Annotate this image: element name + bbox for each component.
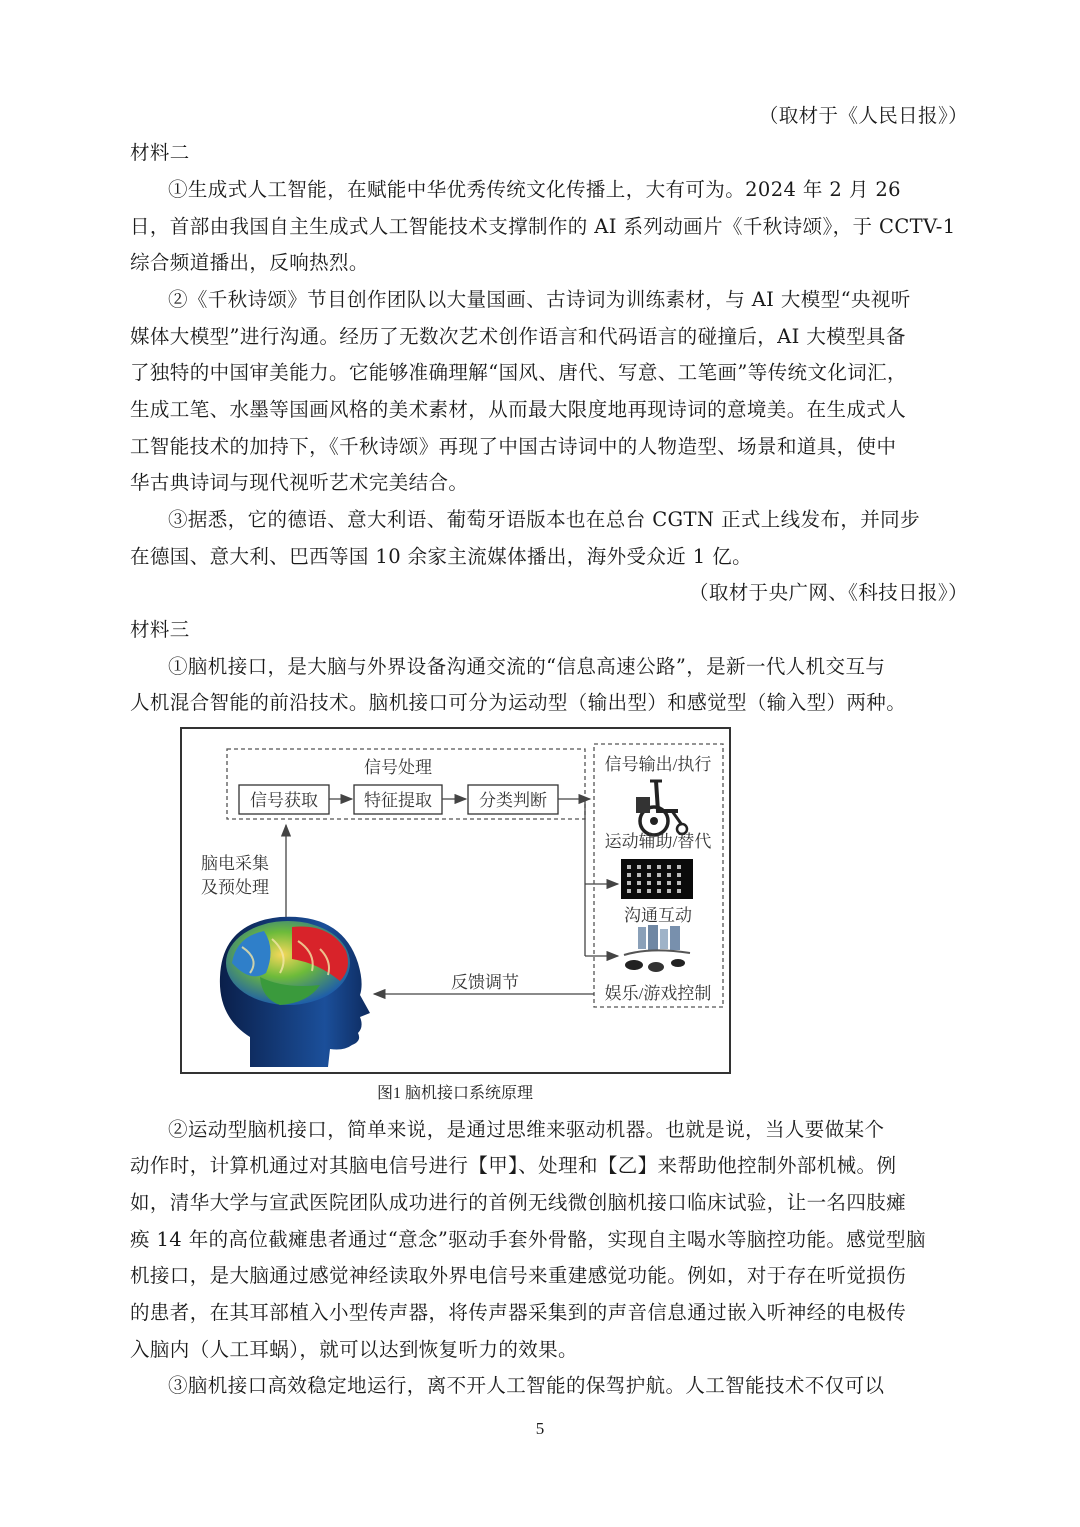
material-2-line: 日，首部由我国自主生成式人工智能技术支撑制作的 AI 系列动画片《千秋诗颂》，于 CCTV-1 [130,215,956,238]
material-3-line: 动作时，计算机通过对其脑电信号进行【甲】、处理和【乙】来帮助他控制外部机械。例 [130,1154,897,1177]
material-2-line: 工智能技术的加持下，《千秋诗颂》再现了中国古诗词中的人物造型、场景和道具，使中 [130,435,897,458]
material-2-line: ①生成式人工智能，在赋能中华优秀传统文化传播上，大有可为。2024 年 2 月 26 [168,178,901,201]
source-cnr-sciencedaily: （取材于央广网、《科技日报》） [688,581,968,604]
material-2-line: 在德国、意大利、巴西等国 10 余家主流媒体播出，海外受众近 1 亿。 [130,545,753,568]
feedback-label: 反馈调节 [451,973,519,992]
eeg-label-line2: 及预处理 [201,878,269,897]
material-2-line: 了独特的中国审美能力。它能够准确理解“国风、唐代、写意、工笔画”等传统文化词汇， [130,361,907,384]
material-2-title: 材料二 [130,141,190,164]
material-3-line: 机接口，是大脑通过感觉神经读取外界电信号来重建感觉功能。例如，对于存在听觉损伤 [130,1264,907,1287]
page-number: 5 [535,1419,545,1438]
source-people-daily: （取材于《人民日报》） [758,104,968,127]
eeg-label-line1: 脑电采集 [201,854,269,873]
out-communication-label: 沟通互动 [624,906,692,925]
material-3-line: 痪 14 年的高位截瘫患者通过“意念”驱动手套外骨骼，实现自主喝水等脑控功能。感觉型脑 [130,1228,926,1251]
material-2-line: ③据悉，它的德语、意大利语、葡萄牙语版本也在总台 CGTN 正式上线发布，并同步 [168,508,920,531]
material-3-line: 入脑内（人工耳蜗），就可以达到恢复听力的效果。 [130,1338,578,1361]
output-title: 信号输出/执行 [604,755,712,774]
material-3-line: 如，清华大学与宣武医院团队成功进行的首例无线微创脑机接口临床试验，让一名四肢瘫 [130,1191,907,1214]
material-3-line: 的患者，在其耳部植入小型传声器，将传声器采集到的声音信息通过嵌入听神经的电极传 [130,1301,907,1324]
material-3-line: ②运动型脑机接口，简单来说，是通过思维来驱动机器。也就是说，当人要做某个 [168,1118,885,1141]
signal-processing-label: 信号处理 [364,758,432,777]
figure-caption: 图1 脑机接口系统原理 [376,1085,533,1102]
material-3-title: 材料三 [130,618,190,641]
out-entertainment-label: 娱乐/游戏控制 [604,984,712,1003]
step-signal-acquisition-label: 信号获取 [250,791,318,810]
step-classification-label: 分类判断 [479,791,547,810]
material-3-line: ③脑机接口高效稳定地运行，离不开人工智能的保驾护航。人工智能技术不仅可以 [168,1374,885,1397]
material-2-line: 生成工笔、水墨等国画风格的美术素材，从而最大限度地再现诗词的意境美。在生成式人 [130,398,907,421]
material-2-line: 华古典诗词与现代视听艺术完美结合。 [130,471,469,494]
material-2-line: 媒体大模型”进行沟通。经历了无数次艺术创作语言和代码语言的碰撞后，AI 大模型具备 [130,325,906,348]
material-3-line: ①脑机接口，是大脑与外界设备沟通交流的“信息高速公路”，是新一代人机交互与 [168,655,886,678]
material-2-line: ②《千秋诗颂》节目创作团队以大量国画、古诗词为训练素材，与 AI 大模型“央视听 [168,288,911,311]
communication-screen-icon [621,859,693,899]
material-3-line: 人机混合智能的前沿技术。脑机接口可分为运动型（输出型）和感觉型（输入型）两种。 [130,691,907,714]
step-feature-extraction-label: 特征提取 [364,791,432,810]
bci-diagram [180,727,731,1074]
bci-diagram-figure [180,727,731,1074]
material-2-line: 综合频道播出，反响热烈。 [130,251,369,274]
out-motor-assist-label: 运动辅助/替代 [604,832,712,851]
